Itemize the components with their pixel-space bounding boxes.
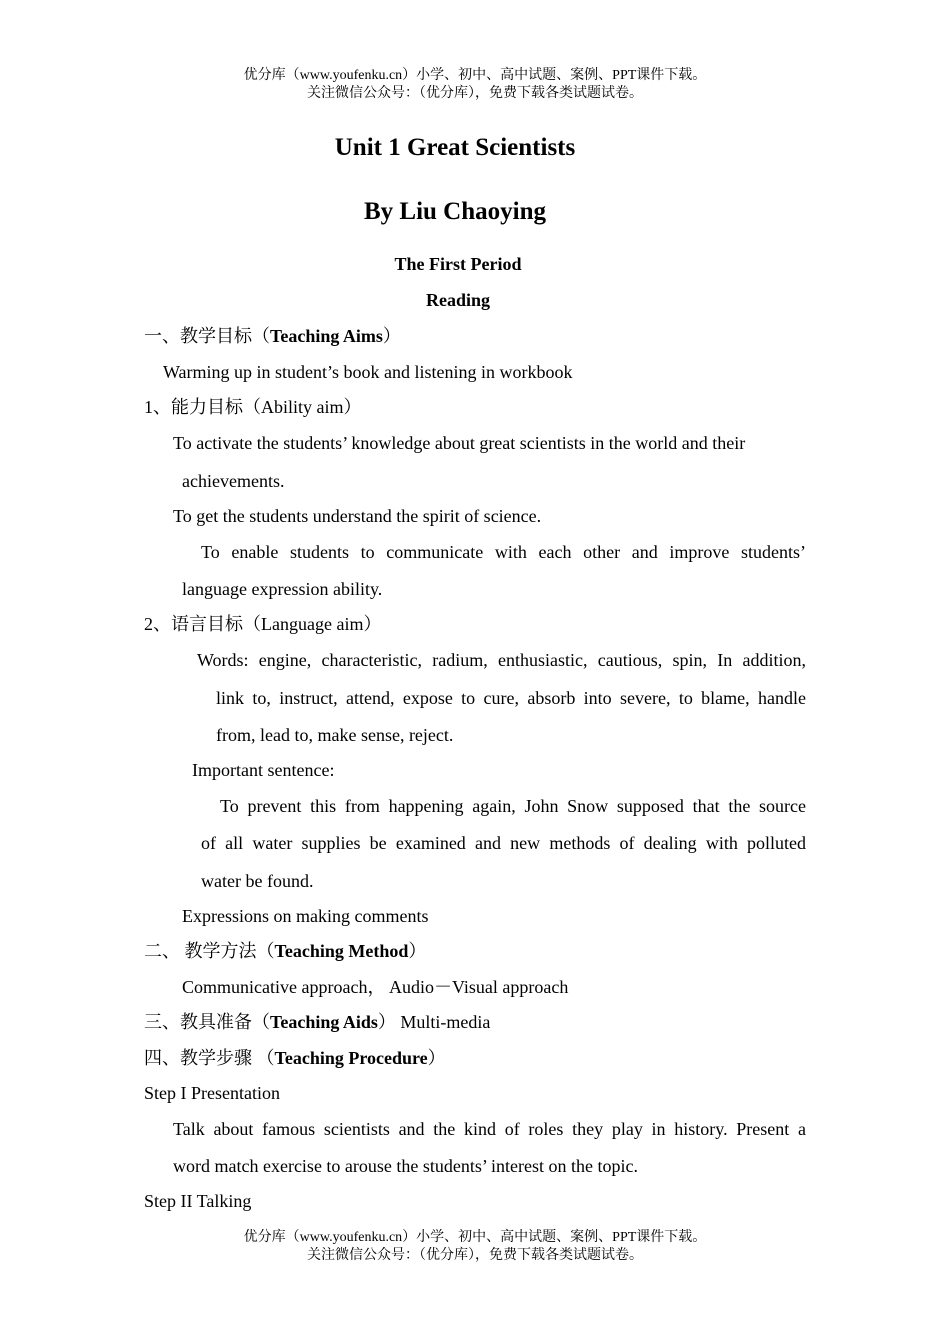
footer-line-1: 优分库（www.youfenku.cn）小学、初中、高中试题、案例、PPT课件下载。	[243, 1230, 707, 1245]
footer-line-2: 关注微信公众号：（优分库），免费下载各类试题试卷。	[307, 1248, 643, 1263]
words-line-1: Words: engine, characteristic, radium, enthusiastic, cautious, spin, In addition,	[197, 650, 806, 670]
page-header	[0, 67, 950, 103]
header-line-1: 优分库（www.youfenku.cn）小学、初中、高中试题、案例、PPT课件下载。	[243, 68, 707, 83]
ability-line-4: To enable students to communicate with each other and improve students’	[201, 542, 806, 562]
section-suffix: ） Multi-media	[377, 1012, 491, 1032]
sentence-line-2: of all water supplies be examined and new methods of dealing with polluted	[201, 833, 806, 853]
section-prefix: 三、教具准备（	[144, 1012, 270, 1032]
section-label: Teaching Aims	[270, 326, 383, 346]
section-teaching-method	[144, 940, 426, 962]
aims-intro: Warming up in student’s book and listening in workbook	[163, 362, 573, 382]
words-line-3: from, lead to, make sense, reject.	[216, 725, 454, 745]
sentence-line-1: To prevent this from happening again, John Snow supposed that the source	[220, 796, 806, 816]
header-line-2: 关注微信公众号：（优分库），免费下载各类试题试卷。	[307, 86, 643, 101]
section-suffix: ）	[382, 326, 401, 346]
section-label: Teaching Method	[274, 941, 409, 961]
section-prefix: 一、教学目标（	[144, 326, 270, 346]
document-title: Unit 1 Great Scientists	[334, 134, 576, 161]
step-1-line-2: word match exercise to arouse the students’ interest on the topic.	[173, 1156, 639, 1176]
step-2-heading: Step II Talking	[144, 1191, 252, 1211]
section-prefix: 四、教学步骤 （	[144, 1048, 275, 1068]
step-1-heading: Step I Presentation	[144, 1083, 280, 1103]
lesson-heading: Reading	[425, 290, 490, 310]
ability-aim-heading: 1、能力目标（Ability aim）	[144, 397, 362, 417]
ability-line-2: achievements.	[182, 471, 285, 491]
ability-line-5: language expression ability.	[182, 579, 383, 599]
expressions-text: Expressions on making comments	[182, 906, 429, 926]
ability-line-1: To activate the students’ knowledge about great scientists in the world and their	[173, 433, 746, 453]
section-teaching-procedure	[144, 1047, 446, 1069]
section-suffix: ）	[408, 941, 427, 961]
section-suffix: ）	[427, 1048, 446, 1068]
sentence-line-3: water be found.	[201, 871, 314, 891]
language-aim-heading: 2、语言目标（Language aim）	[144, 614, 382, 634]
section-prefix: 二、 教学方法（	[144, 941, 275, 961]
important-sentence-label: Important sentence:	[192, 760, 335, 780]
section-teaching-aids	[144, 1011, 490, 1033]
step-1-line-1: Talk about famous scientists and the kind of roles they play in history. Present a	[173, 1119, 806, 1139]
section-label: Teaching Aids	[270, 1012, 378, 1032]
method-text: Communicative approach， Audio－Visual approach	[182, 977, 569, 997]
period-heading: The First Period	[394, 254, 522, 274]
words-line-2: link to, instruct, attend, expose to cure, absorb into severe, to blame, handle	[216, 688, 806, 708]
section-teaching-aims	[144, 325, 401, 347]
ability-line-3: To get the students understand the spirit of science.	[173, 506, 542, 526]
section-label: Teaching Procedure	[274, 1048, 428, 1068]
document-author: By Liu Chaoying	[363, 198, 546, 225]
page-footer	[0, 1229, 950, 1265]
